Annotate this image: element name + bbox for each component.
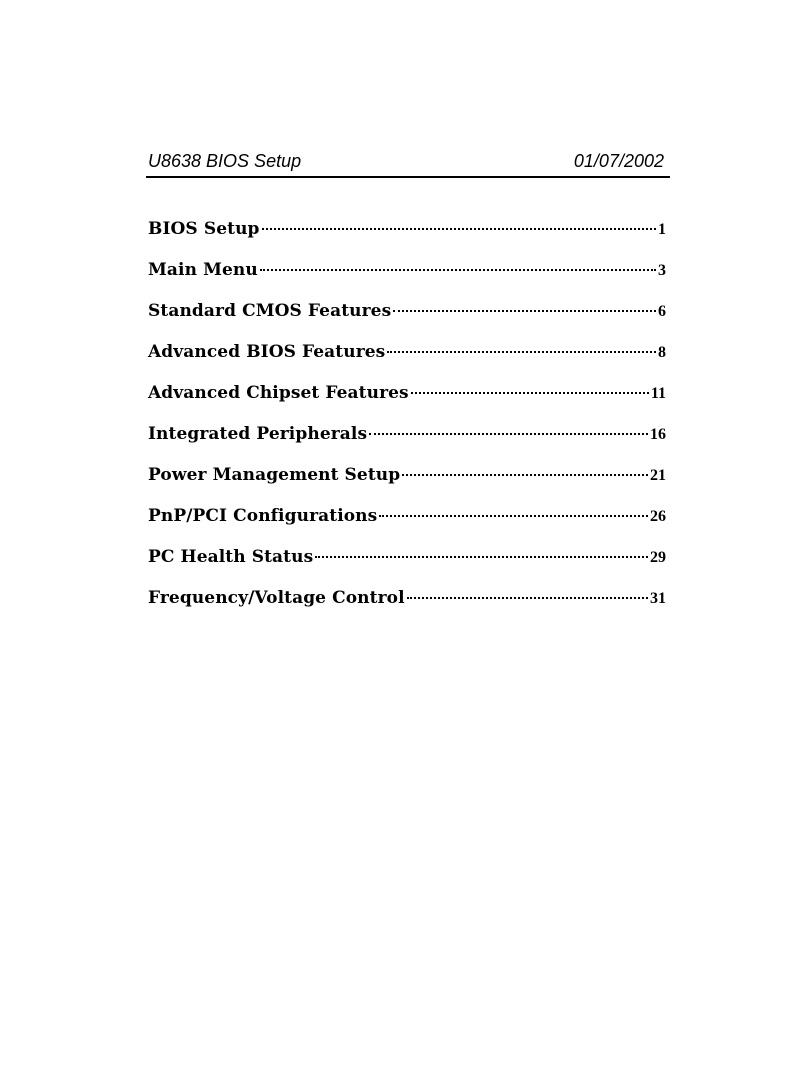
header-title: U8638 BIOS Setup — [148, 151, 302, 171]
toc-dot-leader — [402, 474, 648, 476]
toc-entry-frequency-voltage-control[interactable] — [148, 586, 666, 627]
toc-entry-page: 3 — [658, 262, 666, 279]
toc-entry-power-management-setup[interactable] — [148, 463, 666, 504]
toc-dot-leader — [387, 351, 656, 353]
toc-dot-leader — [407, 597, 648, 599]
toc-entry-page: 29 — [650, 549, 666, 566]
toc-entry-title: PC Health Status — [148, 547, 314, 567]
toc-entry-title: Main Menu — [148, 260, 258, 280]
toc-entry-advanced-chipset-features[interactable] — [148, 381, 666, 422]
toc-entry-page: 11 — [650, 385, 666, 402]
toc-entry-standard-cmos-features[interactable] — [148, 299, 666, 340]
toc-entry-title: PnP/PCI Configurations — [148, 506, 378, 526]
toc-entry-integrated-peripherals[interactable] — [148, 422, 666, 463]
toc-entry-pc-health-status[interactable] — [148, 545, 666, 586]
toc-entry-title: Advanced BIOS Features — [148, 342, 386, 362]
toc-entry-title: Standard CMOS Features — [148, 301, 392, 321]
toc-entry-page: 8 — [658, 344, 666, 361]
toc-entry-advanced-bios-features[interactable] — [148, 340, 666, 381]
toc-dot-leader — [369, 433, 648, 435]
toc-entry-title: BIOS Setup — [148, 219, 260, 239]
toc-entry-page: 31 — [650, 590, 666, 607]
page-header — [146, 150, 670, 178]
toc-entry-main-menu[interactable] — [148, 258, 666, 299]
toc-entry-page: 21 — [650, 467, 666, 484]
toc-entry-title: Advanced Chipset Features — [148, 383, 409, 403]
toc-entry-page: 16 — [650, 426, 666, 443]
toc-dot-leader — [260, 269, 656, 271]
table-of-contents — [148, 217, 666, 627]
toc-entry-page: 1 — [658, 221, 666, 238]
toc-entry-page: 6 — [658, 303, 666, 320]
toc-dot-leader — [379, 515, 648, 517]
toc-entry-page: 26 — [650, 508, 666, 525]
toc-dot-leader — [315, 556, 648, 558]
toc-dot-leader — [393, 310, 656, 312]
toc-entry-title: Integrated Peripherals — [148, 424, 368, 444]
toc-dot-leader — [262, 228, 656, 230]
header-date: 01/07/2002 — [573, 151, 664, 171]
toc-entry-title: Power Management Setup — [148, 465, 401, 485]
toc-entry-pnp-pci-configurations[interactable] — [148, 504, 666, 545]
toc-dot-leader — [411, 392, 649, 394]
toc-entry-title: Frequency/Voltage Control — [148, 588, 405, 608]
toc-entry-bios-setup[interactable] — [148, 217, 666, 258]
